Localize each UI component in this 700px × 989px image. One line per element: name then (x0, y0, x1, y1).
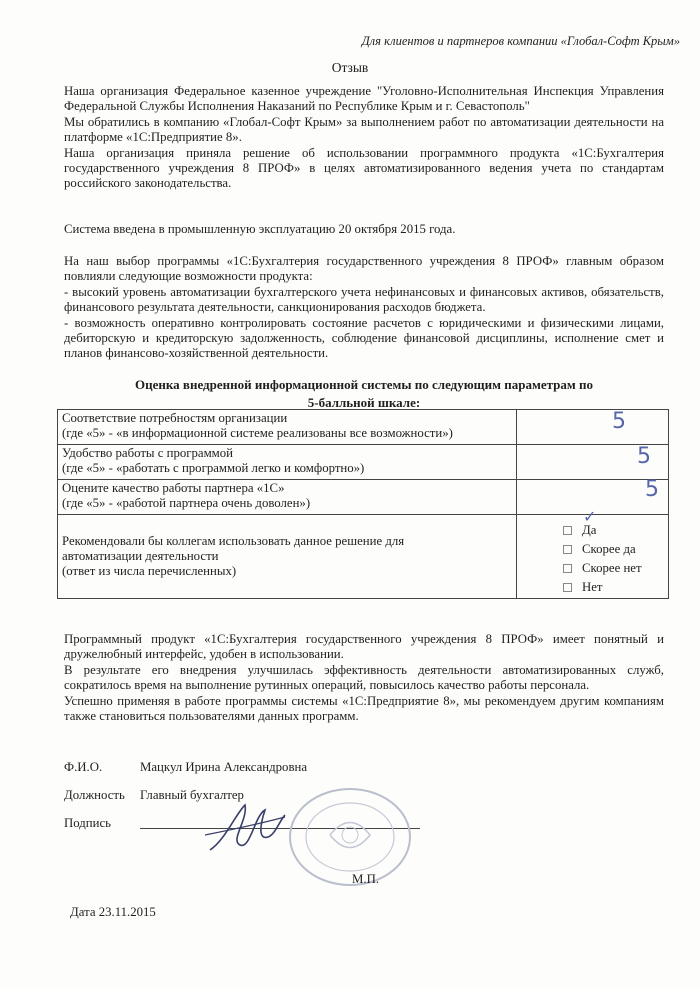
checkbox[interactable] (563, 526, 572, 535)
features-intro: На наш выбор программы «1С:Бухгалтерия государственного учреждения 8 ПРОФ» главным образом повлияли следующие возможности продукта: (64, 254, 664, 284)
table-row (58, 480, 669, 515)
criterion-cell (58, 480, 517, 515)
option-yes[interactable] (563, 507, 664, 540)
recommend-options (563, 507, 664, 597)
criterion-title: Оцените качество работы партнера «1С» (62, 481, 285, 495)
criterion-hint: (где «5» - «работой партнера очень доволен») (62, 496, 311, 510)
conclusion-paragraph: Программный продукт «1С:Бухгалтерия государственного учреждения 8 ПРОФ» имеет понятный и дружелюбный интерфейс, удобен в использовании. (64, 632, 664, 662)
rating-heading-line: Оценка внедренной информационной системы по следующим параметрам по (135, 377, 593, 392)
rating-table (57, 409, 669, 599)
stamp-label: М.П. (352, 872, 380, 886)
criterion-title: Соответствие потребностям организации (62, 411, 288, 425)
table-row (58, 515, 669, 599)
score-value: 5 (645, 477, 659, 502)
conclusion-paragraph: В результате его внедрения улучшилась эффективность деятельности автоматизированных служб, сократилось время на выполнение рутинных операций, повысилось качество работы персонала. (64, 662, 664, 693)
criterion-title: Удобство работы с программой (62, 446, 234, 460)
criterion-hint: (где «5» - «работать с программой легко и комфортно») (62, 461, 365, 475)
features-block (64, 254, 664, 362)
rating-heading-line: 5-балльной шкале: (307, 395, 421, 410)
option-label: Скорее да (582, 542, 636, 556)
document-date: Дата 23.11.2015 (70, 905, 156, 919)
score-value: 5 (637, 444, 651, 469)
signer-position: Главный бухгалтер (140, 788, 244, 802)
document-title: Отзыв (331, 60, 369, 75)
criterion-cell (58, 515, 517, 599)
conclusion-paragraph: Успешно применяя в работе программы системы «1С:Предприятие 8», мы рекомендуем другим компаниям также становиться пользователями данных программ. (64, 693, 664, 724)
criterion-cell (58, 445, 517, 480)
name-label: Ф.И.О. (64, 760, 103, 774)
recommend-options-cell (517, 507, 669, 599)
option-label: Да (582, 523, 597, 537)
signer-name: Мацкул Ирина Александровна (140, 760, 308, 774)
score-cell[interactable] (517, 445, 669, 480)
checkbox[interactable] (563, 545, 572, 554)
conclusion-block (64, 632, 664, 724)
signature-mark (200, 795, 290, 865)
intro-paragraph: Мы обратились в компанию «Глобал-Софт Крым» за выполнением работ по автоматизации деятельности на платформе «1С:Предприятие 8». (64, 114, 664, 145)
table-row (58, 445, 669, 480)
criterion-title: Рекомендовали бы коллегам использовать данное решение для (62, 534, 405, 548)
checkmark-icon: ✓ (583, 507, 597, 526)
criterion-hint: (где «5» - «в информационной системе реализованы все возможности») (62, 426, 453, 440)
score-value: 5 (612, 409, 626, 434)
intro-paragraph: Наша организация Федеральное казенное учреждение "Уголовно-Исполнительная Инспекция Управления Федеральной Службы Исполнения Наказаний по Республике Крым и г. Севастополь" (64, 84, 664, 114)
feature-item: - возможность оперативно контролировать состояние расчетов с юридическими и физическими лицами, дебиторскую и кредиторскую задолженность, соблюдение финансовой дисциплины, исполнение смет и планов финансово-хозяйственной деятельности. (64, 315, 664, 361)
score-cell[interactable] (517, 410, 669, 445)
launch-text: Система введена в промышленную эксплуатацию 20 октября 2015 года. (64, 222, 456, 236)
position-label: Должность (64, 788, 125, 802)
page-header: Для клиентов и партнеров компании «Глобал-Софт Крым» (361, 34, 680, 48)
option-label: Скорее нет (582, 561, 642, 575)
sign-label: Подпись (64, 816, 111, 830)
checkbox[interactable] (563, 583, 572, 592)
option-no[interactable] (563, 578, 664, 597)
option-label: Нет (582, 580, 603, 594)
intro-block (64, 84, 664, 192)
criterion-title: автоматизации деятельности (62, 549, 219, 563)
criterion-hint: (ответ из числа перечисленных) (62, 564, 237, 578)
option-rather-no[interactable] (563, 559, 664, 578)
criterion-cell (58, 410, 517, 445)
table-row (58, 410, 669, 445)
rating-heading (64, 376, 664, 412)
option-rather-yes[interactable] (563, 540, 664, 559)
feature-item: - высокий уровень автоматизации бухгалтерского учета нефинансовых и финансовых активов, обязательств, финансового результата деятельности, санкционирования расходов бюджета. (64, 284, 664, 315)
intro-paragraph: Наша организация приняла решение об использовании программного продукта «1С:Бухгалтерия государственного учреждения 8 ПРОФ» в целях автоматизированного ведения учета по стандартам российского законодательства. (64, 145, 664, 191)
checkbox[interactable] (563, 564, 572, 573)
